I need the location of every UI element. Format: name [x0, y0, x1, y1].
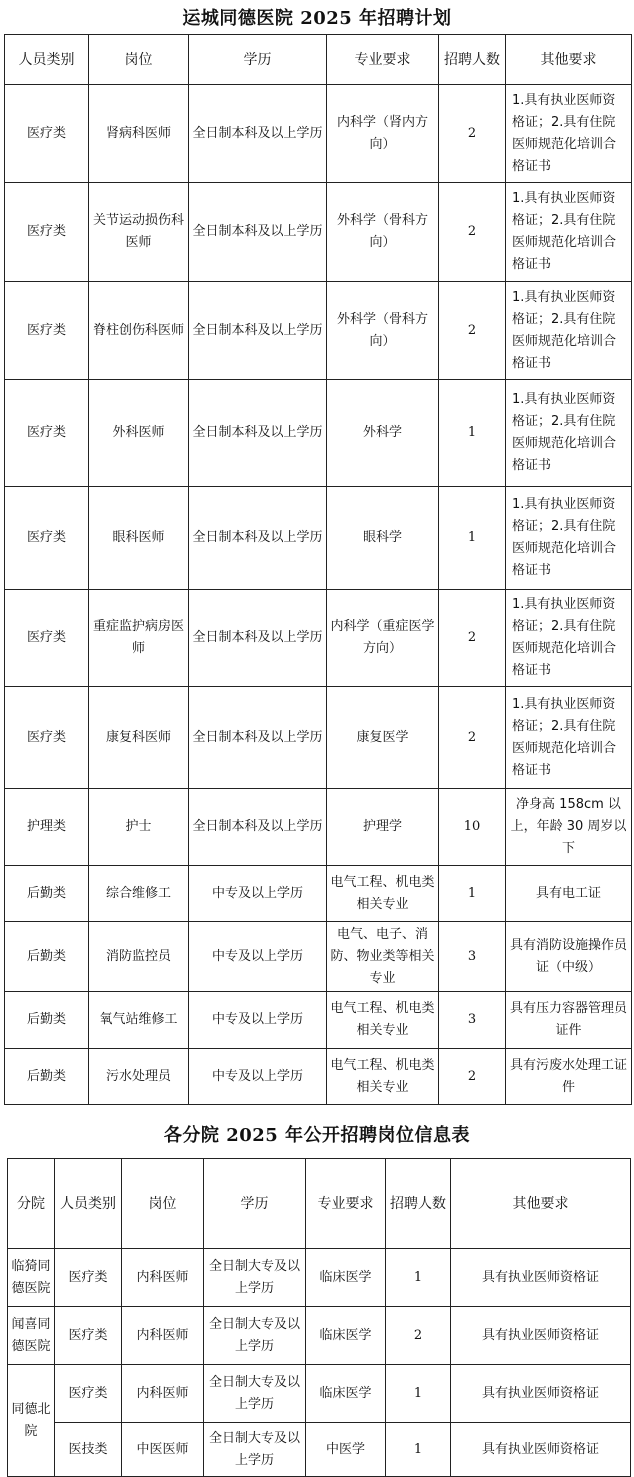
- education-cell: 全日制本科及以上学历: [189, 789, 327, 866]
- major-cell: 临床医学: [306, 1249, 386, 1307]
- position-cell: 氧气站维修工: [89, 992, 189, 1049]
- position-cell: 护士: [89, 789, 189, 866]
- education-cell: 全日制本科及以上学历: [189, 282, 327, 380]
- count-cell: 3: [439, 992, 506, 1049]
- column-header: 人员类别: [55, 1159, 122, 1249]
- table-header-row: [5, 35, 632, 85]
- major-cell: 外科学（骨科方向）: [327, 183, 439, 282]
- position-cell: 脊柱创伤科医师: [89, 282, 189, 380]
- major-cell: 电气、电子、消防、物业类等相关专业: [327, 922, 439, 992]
- position-cell: 外科医师: [89, 380, 189, 487]
- education-cell: 全日制本科及以上学历: [189, 183, 327, 282]
- table-row: [5, 866, 632, 922]
- table-row: [5, 380, 632, 487]
- position-cell: 眼科医师: [89, 487, 189, 590]
- branch-cell: 同德北院: [8, 1365, 55, 1477]
- education-cell: 全日制本科及以上学历: [189, 590, 327, 687]
- category-cell: 后勤类: [5, 866, 89, 922]
- major-cell: 康复医学: [327, 687, 439, 789]
- major-cell: 电气工程、机电类相关专业: [327, 866, 439, 922]
- category-cell: 医疗类: [5, 380, 89, 487]
- table-row: [5, 1049, 632, 1105]
- major-cell: 眼科学: [327, 487, 439, 590]
- branch-recruitment-table: [7, 1158, 631, 1477]
- branch-cell: 临猗同德医院: [8, 1249, 55, 1307]
- table-header-row: [8, 1159, 631, 1249]
- education-cell: 中专及以上学历: [189, 992, 327, 1049]
- table-row: [5, 85, 632, 183]
- count-cell: 3: [439, 922, 506, 992]
- column-header: 学历: [189, 35, 327, 85]
- count-cell: 2: [439, 590, 506, 687]
- major-cell: 电气工程、机电类相关专业: [327, 1049, 439, 1105]
- other-requirements-cell: 具有消防设施操作员证（中级）: [506, 922, 632, 992]
- major-cell: 电气工程、机电类相关专业: [327, 992, 439, 1049]
- column-header: 招聘人数: [439, 35, 506, 85]
- column-header: 人员类别: [5, 35, 89, 85]
- category-cell: 医疗类: [5, 687, 89, 789]
- education-cell: 全日制大专及以上学历: [204, 1307, 306, 1365]
- count-cell: 1: [386, 1423, 451, 1477]
- branch-cell: 闻喜同德医院: [8, 1307, 55, 1365]
- position-cell: 内科医师: [122, 1249, 204, 1307]
- position-cell: 关节运动损伤科医师: [89, 183, 189, 282]
- count-cell: 1: [386, 1365, 451, 1423]
- other-requirements-cell: 1.具有执业医师资格证；2.具有住院医师规范化培训合格证书: [506, 380, 632, 487]
- column-header: 岗位: [89, 35, 189, 85]
- category-cell: 医疗类: [5, 282, 89, 380]
- count-cell: 2: [386, 1307, 451, 1365]
- major-cell: 护理学: [327, 789, 439, 866]
- position-cell: 内科医师: [122, 1307, 204, 1365]
- major-cell: 内科学（肾内方向）: [327, 85, 439, 183]
- education-cell: 全日制本科及以上学历: [189, 487, 327, 590]
- category-cell: 医疗类: [5, 487, 89, 590]
- other-requirements-cell: 1.具有执业医师资格证；2.具有住院医师规范化培训合格证书: [506, 590, 632, 687]
- category-cell: 医疗类: [5, 85, 89, 183]
- position-cell: 综合维修工: [89, 866, 189, 922]
- major-cell: 临床医学: [306, 1307, 386, 1365]
- category-cell: 后勤类: [5, 1049, 89, 1105]
- table-row: [5, 282, 632, 380]
- category-cell: 医疗类: [55, 1365, 122, 1423]
- position-cell: 内科医师: [122, 1365, 204, 1423]
- table-row: [5, 687, 632, 789]
- position-cell: 消防监控员: [89, 922, 189, 992]
- major-cell: 临床医学: [306, 1365, 386, 1423]
- other-requirements-cell: 净身高 158cm 以上，年龄 30 周岁以下: [506, 789, 632, 866]
- position-cell: 中医医师: [122, 1423, 204, 1477]
- major-cell: 中医学: [306, 1423, 386, 1477]
- table-row: [5, 487, 632, 590]
- page-title: 运城同德医院 2025 年招聘计划: [182, 8, 452, 29]
- other-requirements-cell: 具有污废水处理工证件: [506, 1049, 632, 1105]
- column-header: 专业要求: [327, 35, 439, 85]
- other-requirements-cell: 具有执业医师资格证: [451, 1365, 631, 1423]
- position-cell: 污水处理员: [89, 1049, 189, 1105]
- column-header: 专业要求: [306, 1159, 386, 1249]
- category-cell: 医技类: [55, 1423, 122, 1477]
- other-requirements-cell: 1.具有执业医师资格证；2.具有住院医师规范化培训合格证书: [506, 282, 632, 380]
- position-cell: 康复科医师: [89, 687, 189, 789]
- table-row: [8, 1249, 631, 1307]
- other-requirements-cell: 具有执业医师资格证: [451, 1307, 631, 1365]
- table-row: [5, 922, 632, 992]
- count-cell: 2: [439, 183, 506, 282]
- count-cell: 2: [439, 85, 506, 183]
- education-cell: 中专及以上学历: [189, 922, 327, 992]
- count-cell: 1: [439, 487, 506, 590]
- position-cell: 重症监护病房医师: [89, 590, 189, 687]
- education-cell: 中专及以上学历: [189, 866, 327, 922]
- other-requirements-cell: 1.具有执业医师资格证；2.具有住院医师规范化培训合格证书: [506, 687, 632, 789]
- count-cell: 1: [439, 380, 506, 487]
- count-cell: 2: [439, 282, 506, 380]
- education-cell: 全日制大专及以上学历: [204, 1423, 306, 1477]
- column-header: 分院: [8, 1159, 55, 1249]
- other-requirements-cell: 1.具有执业医师资格证；2.具有住院医师规范化培训合格证书: [506, 85, 632, 183]
- other-requirements-cell: 具有压力容器管理员证件: [506, 992, 632, 1049]
- count-cell: 1: [439, 866, 506, 922]
- major-cell: 外科学: [327, 380, 439, 487]
- category-cell: 医疗类: [55, 1249, 122, 1307]
- category-cell: 护理类: [5, 789, 89, 866]
- education-cell: 全日制本科及以上学历: [189, 380, 327, 487]
- recruitment-plan-table: [4, 34, 632, 1105]
- education-cell: 全日制大专及以上学历: [204, 1365, 306, 1423]
- column-header: 学历: [204, 1159, 306, 1249]
- category-cell: 后勤类: [5, 992, 89, 1049]
- count-cell: 2: [439, 1049, 506, 1105]
- other-requirements-cell: 1.具有执业医师资格证；2.具有住院医师规范化培训合格证书: [506, 487, 632, 590]
- category-cell: 后勤类: [5, 922, 89, 992]
- major-cell: 内科学（重症医学方向）: [327, 590, 439, 687]
- table-row: [8, 1307, 631, 1365]
- education-cell: 全日制本科及以上学历: [189, 687, 327, 789]
- other-requirements-cell: 具有执业医师资格证: [451, 1249, 631, 1307]
- table-row: [5, 992, 632, 1049]
- position-cell: 肾病科医师: [89, 85, 189, 183]
- major-cell: 外科学（骨科方向）: [327, 282, 439, 380]
- education-cell: 全日制本科及以上学历: [189, 85, 327, 183]
- count-cell: 10: [439, 789, 506, 866]
- education-cell: 中专及以上学历: [189, 1049, 327, 1105]
- table-row: [5, 183, 632, 282]
- column-header: 招聘人数: [386, 1159, 451, 1249]
- column-header: 其他要求: [451, 1159, 631, 1249]
- count-cell: 2: [439, 687, 506, 789]
- section-title: 各分院 2025 年公开招聘岗位信息表: [163, 1125, 471, 1146]
- category-cell: 医疗类: [55, 1307, 122, 1365]
- other-requirements-cell: 具有电工证: [506, 866, 632, 922]
- table-row: [5, 590, 632, 687]
- count-cell: 1: [386, 1249, 451, 1307]
- category-cell: 医疗类: [5, 590, 89, 687]
- table-row: [8, 1423, 631, 1477]
- table-row: [8, 1365, 631, 1423]
- table-row: [5, 789, 632, 866]
- other-requirements-cell: 1.具有执业医师资格证；2.具有住院医师规范化培训合格证书: [506, 183, 632, 282]
- category-cell: 医疗类: [5, 183, 89, 282]
- column-header: 其他要求: [506, 35, 632, 85]
- education-cell: 全日制大专及以上学历: [204, 1249, 306, 1307]
- column-header: 岗位: [122, 1159, 204, 1249]
- other-requirements-cell: 具有执业医师资格证: [451, 1423, 631, 1477]
